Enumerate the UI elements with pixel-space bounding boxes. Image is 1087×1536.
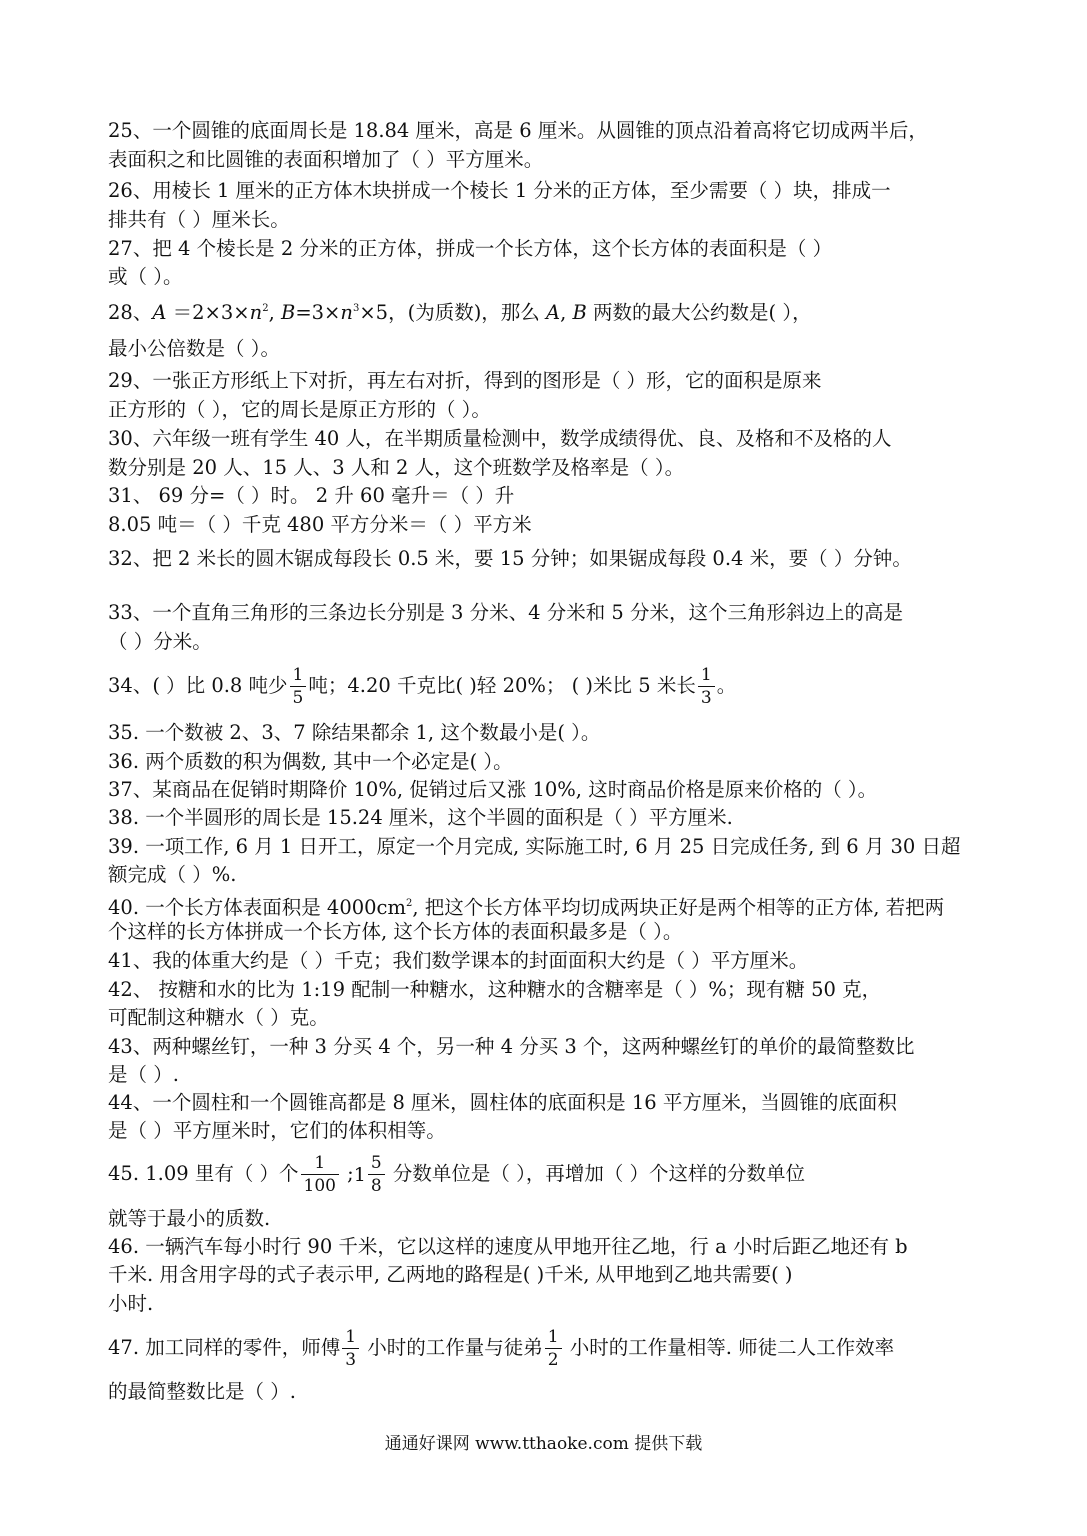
q39-line2: 额完成（ ）%. (108, 863, 237, 886)
q28-var-b: B (572, 301, 587, 324)
q42-line2: 可配制这种糖水（ ）克。 (108, 1006, 329, 1029)
fraction-numerator: 1 (342, 1329, 359, 1349)
q28-text: , (560, 301, 573, 324)
fraction (301, 1152, 339, 1196)
q46-line3: 小时. (108, 1292, 154, 1315)
fraction-numerator: 1 (301, 1155, 339, 1175)
q28-var-b: B (280, 301, 296, 324)
q43-line2: 是（ ）. (108, 1063, 179, 1086)
q39-line1: 39. 一项工作, 6 月 1 日开工，原定一个月完成, 实际施工时, 6 月 25 日完成任务, 到 6 月 30 日超 (108, 835, 961, 858)
q45-text: 分数单位是（ ），再增加（ ）个这样的分数单位 (386, 1162, 806, 1185)
q40-text: , 把这个长方体平均切成两块正好是两个相等的正方体, 若把两 (412, 896, 945, 919)
q25-line2: 表面积之和比圆锥的表面积增加了（ ）平方厘米。 (108, 148, 544, 171)
q46-line2: 千米. 用含用字母的式子表示甲, 乙两地的路程是( )千米, 从甲地到乙地共需要( ) (108, 1263, 793, 1286)
q28-line2: 最小公倍数是（ ）。 (108, 337, 280, 360)
mixed-number-whole: 1 (353, 1163, 366, 1186)
q37-line: 37、某商品在促销时期降价 10%, 促销过后又涨 10%, 这时商品价格是原来价格的（ ）。 (108, 778, 878, 801)
q41-line: 41、我的体重大约是（ ）千克；我们数学课本的封面面积大约是（ ）平方厘米。 (108, 949, 809, 972)
q45-line2: 就等于最小的质数. (108, 1207, 271, 1230)
fraction (290, 664, 307, 708)
fraction-numerator: 5 (368, 1155, 385, 1175)
q27-line2: 或（ ）。 (108, 265, 183, 288)
q28-var-n: n (340, 301, 353, 324)
q31-line2: 8.05 吨＝（ ）千克 480 平方分米＝（ ）平方米 (108, 513, 532, 536)
q34-text: 。 (716, 674, 737, 697)
q38-line: 38. 一个半圆形的周长是 15.24 厘米，这个半圆的面积是（ ）平方厘米. (108, 806, 733, 829)
page-footer: 通通好课网 www.tthaoke.com 提供下载 (384, 1434, 703, 1454)
q29-line2: 正方形的（ ），它的周长是原正方形的（ ）。 (108, 398, 491, 421)
q28-line1 (108, 296, 812, 326)
q28-text: 两数的最大公约数是( ）， (586, 301, 812, 324)
q28-var-n: n (249, 301, 263, 324)
fraction-denominator: 8 (370, 1175, 382, 1196)
q44-line1: 44、一个圆柱和一个圆锥高都是 8 厘米，圆柱体的底面积是 16 平方厘米，当圆锥的底面积 (108, 1091, 897, 1114)
q28-var-a: A (546, 301, 561, 324)
q34-text: 34、( ）比 0.8 吨少 (108, 674, 288, 697)
mixed-number (354, 1148, 387, 1201)
q40-superscript: 2 (405, 898, 413, 909)
q30-line1: 30、六年级一班有学生 40 人，在半期质量检测中，数学成绩得优、良、及格和不及格的人 (108, 427, 892, 450)
q28-text: ×5，(为质数)，那么 (359, 301, 547, 324)
q28-text: ＝2×3× (166, 301, 250, 324)
q25-line1: 25、一个圆锥的底面周长是 18.84 厘米，高是 6 厘米。从圆锥的顶点沿着高将它切成两半后， (108, 119, 928, 142)
q33-line1: 33、一个直角三角形的三条边长分别是 3 分米、4 分米和 5 分米，这个三角形斜边上的高是 (108, 601, 904, 624)
q35-line: 35. 一个数被 2、3、7 除结果都余 1, 这个数最小是( ）。 (108, 721, 601, 744)
fraction-denominator: 3 (700, 687, 712, 708)
fraction-denominator: 3 (345, 1349, 357, 1370)
q43-line1: 43、两种螺丝钉，一种 3 分买 4 个，另一种 4 分买 3 个，这两种螺丝钉的单价的最简整数比 (108, 1035, 915, 1058)
q28-text: 28、 (108, 301, 153, 324)
q45-text: ; (340, 1162, 354, 1185)
q47-text: 小时的工作量与徒弟 (361, 1336, 543, 1359)
q33-line2: （ ）分米。 (108, 630, 212, 653)
q47-text: 小时的工作量相等. 师徒二人工作效率 (563, 1336, 895, 1359)
fraction-denominator: 5 (292, 687, 304, 708)
q31-line1: 31、 69 分=（ ）时。 2 升 60 毫升＝（ ）升 (108, 484, 515, 507)
q46-line1: 46. 一辆汽车每小时行 90 千米，它以这样的速度从甲地开往乙地，行 a 小时后距乙地还有 b (108, 1235, 908, 1258)
q30-line2: 数分别是 20 人、15 人、3 人和 2 人，这个班数学及格率是（ ）。 (108, 456, 685, 479)
q40-line2: 个这样的长方体拼成一个长方体, 这个长方体的表面积最多是（ ）。 (108, 920, 683, 943)
q28-exponent: 3 (352, 303, 360, 314)
fraction-numerator: 1 (698, 667, 715, 687)
q47-line2: 的最简整数比是（ ）. (108, 1380, 296, 1403)
fraction (368, 1152, 385, 1196)
q28-text: =3× (295, 301, 341, 324)
q40-line1 (108, 891, 944, 921)
q34-line (108, 662, 736, 710)
q28-exponent: 2 (262, 303, 269, 314)
q28-var-a: A (152, 301, 167, 324)
q26-line1: 26、用棱长 1 厘米的正方体木块拼成一个棱长 1 分米的正方体，至少需要（ ）块，排成一 (108, 179, 891, 202)
q45-line1 (108, 1148, 805, 1201)
q36-line: 36. 两个质数的积为偶数, 其中一个必定是( ）。 (108, 750, 513, 773)
q27-line1: 27、把 4 个棱长是 2 分米的正方体，拼成一个长方体，这个长方体的表面积是（ ） (108, 237, 833, 260)
q32-line: 32、把 2 米长的圆木锯成每段长 0.5 米，要 15 分钟；如果锯成每段 0.4 米，要（ ）分钟。 (108, 547, 912, 570)
q29-line1: 29、一张正方形纸上下对折，再左右对折，得到的图形是（ ）形，它的面积是原来 (108, 369, 822, 392)
q34-text: 吨；4.20 千克比( )轻 20%； ( )米比 5 米长 (308, 674, 696, 697)
fraction-numerator: 1 (290, 667, 307, 687)
fraction (698, 664, 715, 708)
fraction (342, 1326, 359, 1370)
q28-text: , (268, 301, 281, 324)
q40-text: 40. 一个长方体表面积是 4000cm (108, 896, 406, 919)
fraction-numerator: 1 (545, 1329, 562, 1349)
q47-text: 47. 加工同样的零件，师傅 (108, 1336, 341, 1359)
fraction-denominator: 100 (303, 1175, 336, 1196)
fraction (545, 1326, 562, 1370)
q44-line2: 是（ ）平方厘米时，它们的体积相等。 (108, 1119, 446, 1142)
fraction-denominator: 2 (547, 1349, 559, 1370)
q45-text: 45. 1.09 里有（ ）个 (108, 1162, 299, 1185)
q47-line1 (108, 1322, 894, 1374)
q26-line2: 排共有（ ）厘米长。 (108, 208, 290, 231)
q42-line1: 42、 按糖和水的比为 1:19 配制一种糖水，这种糖水的含糖率是（ ）%；现有糖 50 克， (108, 978, 882, 1001)
